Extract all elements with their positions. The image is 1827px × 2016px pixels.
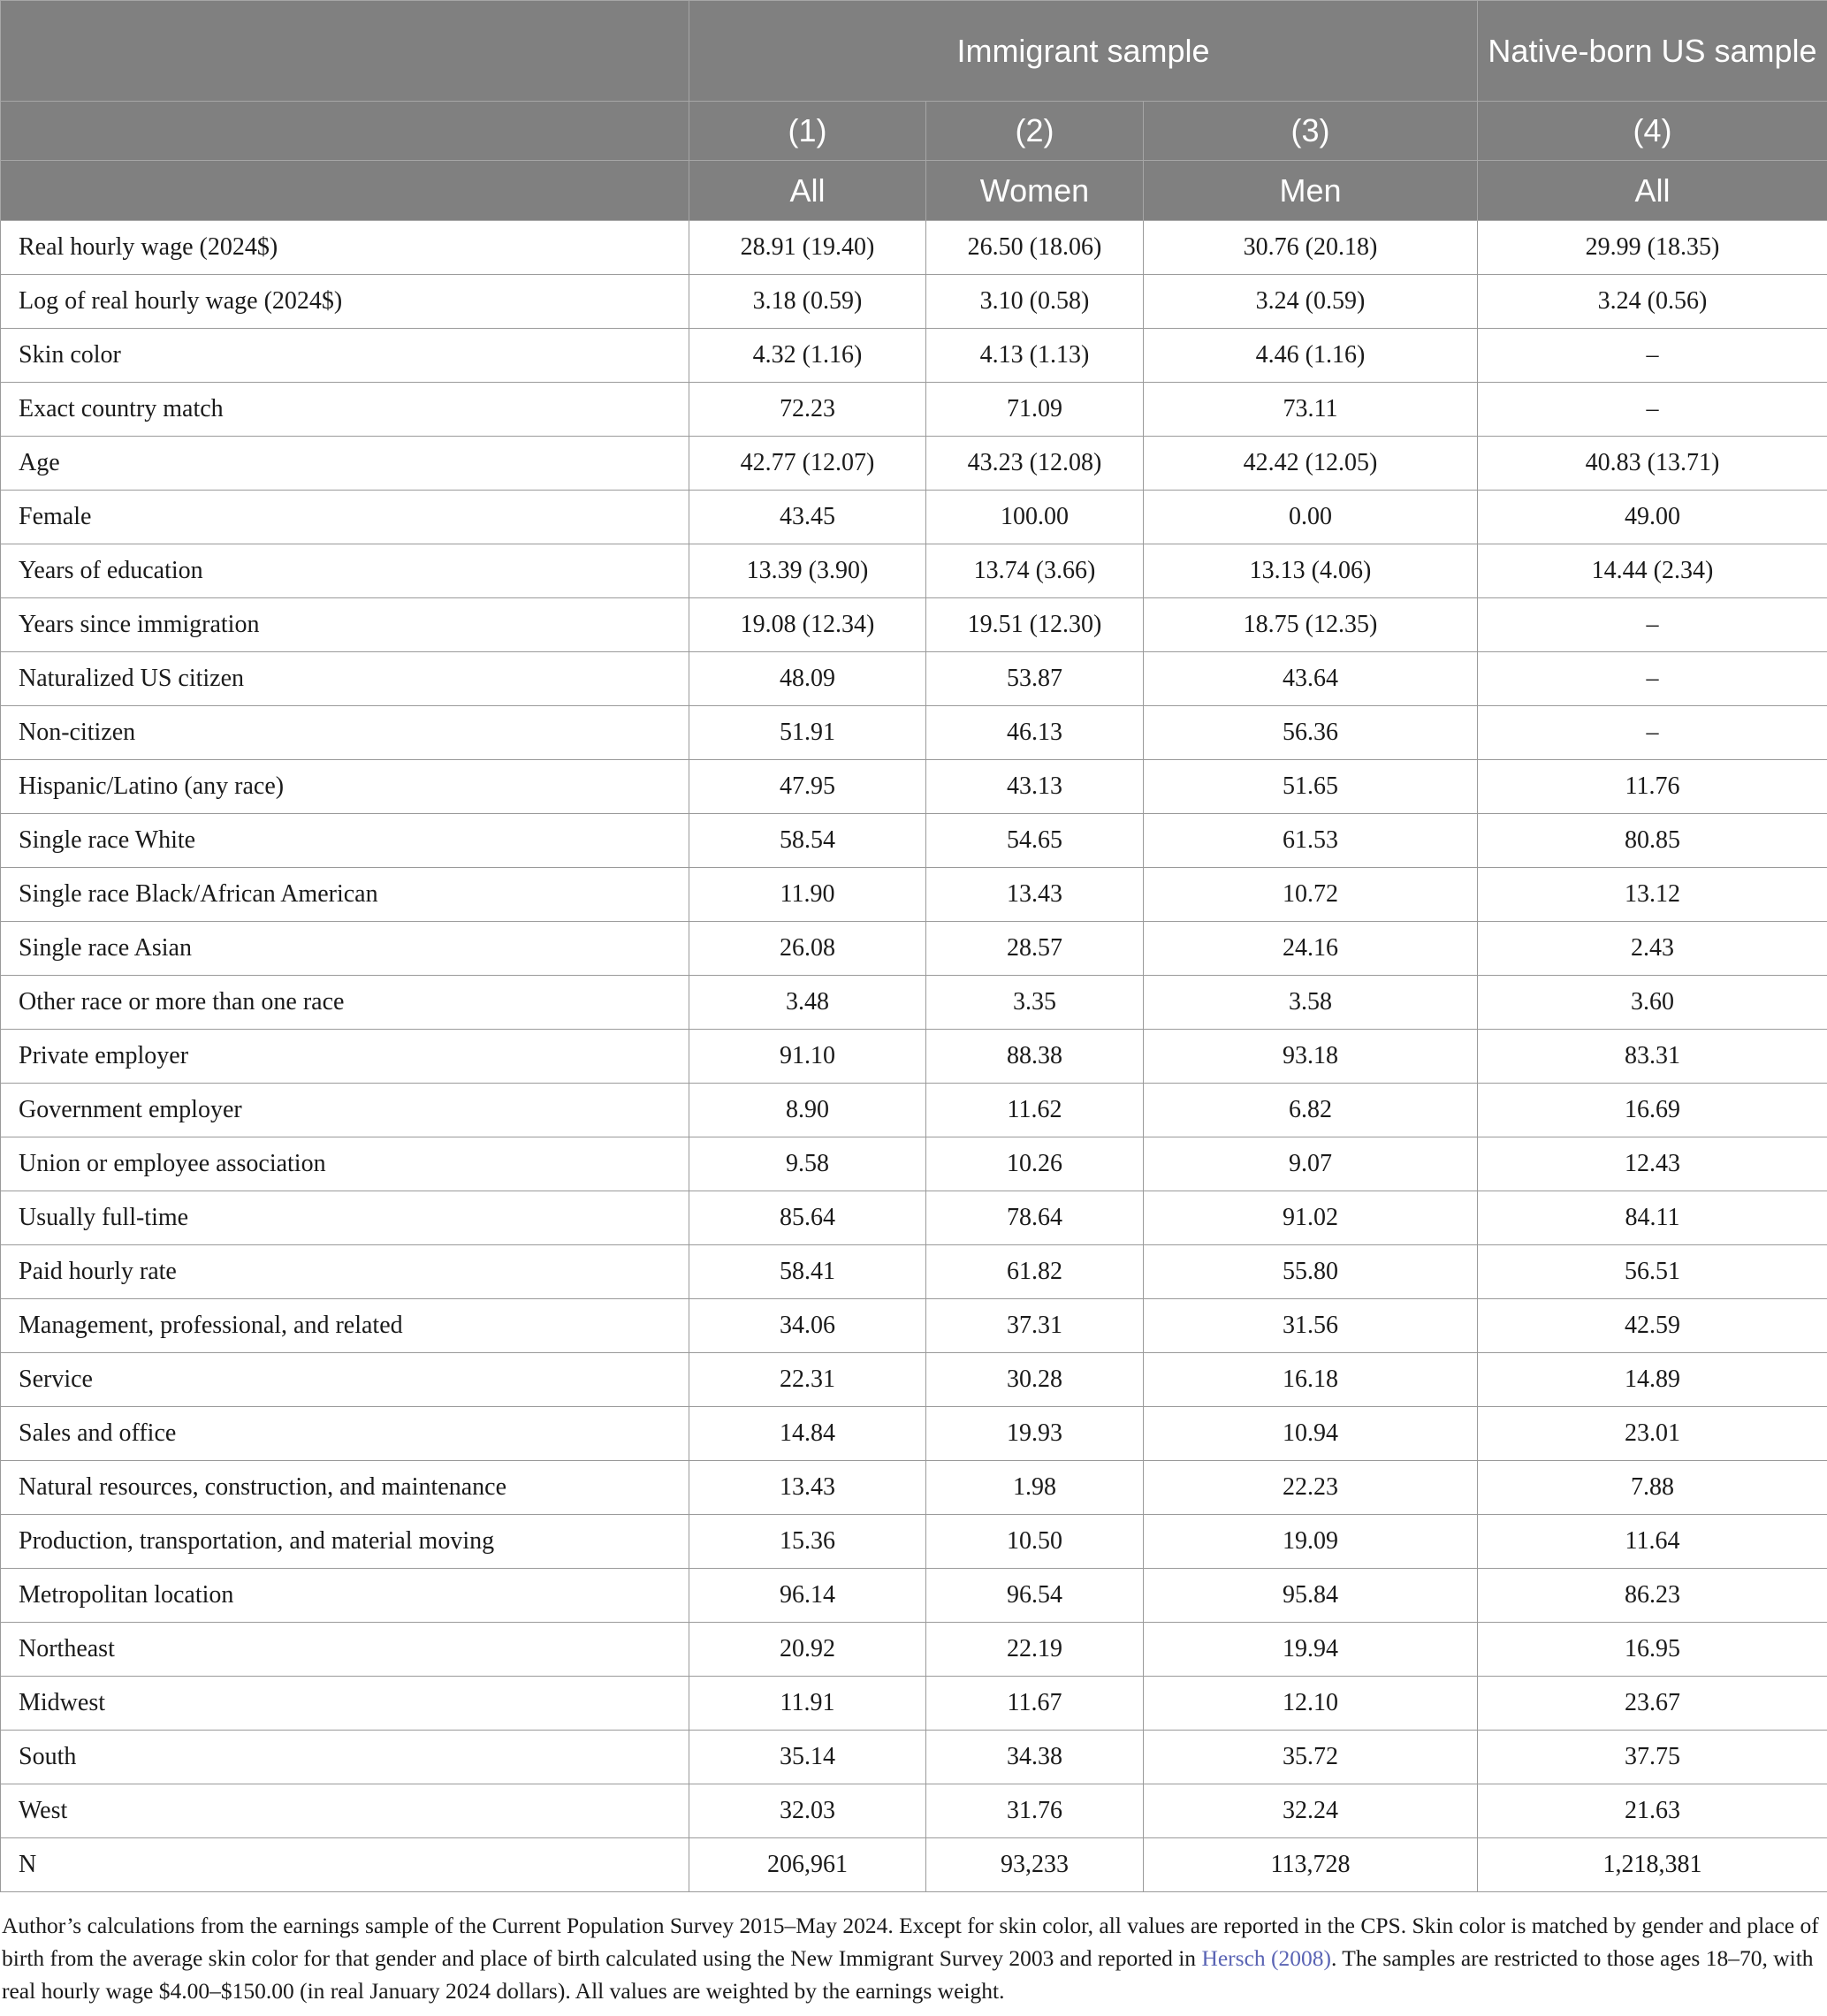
row-label: Natural resources, construction, and maintenance: [1, 1461, 689, 1515]
value-cell: 83.31: [1478, 1030, 1827, 1084]
row-label: Other race or more than one race: [1, 976, 689, 1030]
value-cell: 4.32 (1.16): [689, 329, 926, 383]
value-cell: 14.44 (2.34): [1478, 544, 1827, 598]
value-cell: 43.23 (12.08): [926, 437, 1144, 491]
table-row: [1, 329, 1827, 383]
value-cell: 31.56: [1144, 1299, 1478, 1353]
table-row: [1, 544, 1827, 598]
value-cell: 93.18: [1144, 1030, 1478, 1084]
table-row: [1, 1461, 1827, 1515]
header-empty-corner: [1, 1, 689, 102]
table-row: [1, 491, 1827, 544]
value-cell: 19.51 (12.30): [926, 598, 1144, 652]
row-label: N: [1, 1838, 689, 1892]
value-cell: 3.18 (0.59): [689, 275, 926, 329]
value-cell: 7.88: [1478, 1461, 1827, 1515]
table-row: [1, 1677, 1827, 1731]
value-cell: 35.14: [689, 1731, 926, 1784]
value-cell: 56.51: [1478, 1245, 1827, 1299]
value-cell: 1.98: [926, 1461, 1144, 1515]
table-row: [1, 275, 1827, 329]
row-label: Northeast: [1, 1623, 689, 1677]
value-cell: 26.50 (18.06): [926, 221, 1144, 275]
value-cell: 35.72: [1144, 1731, 1478, 1784]
value-cell: 3.60: [1478, 976, 1827, 1030]
value-cell: –: [1478, 652, 1827, 706]
column-number: (2): [926, 102, 1144, 161]
value-cell: 42.77 (12.07): [689, 437, 926, 491]
value-cell: 10.50: [926, 1515, 1144, 1569]
value-cell: 96.14: [689, 1569, 926, 1623]
value-cell: 29.99 (18.35): [1478, 221, 1827, 275]
value-cell: 13.43: [926, 868, 1144, 922]
value-cell: 96.54: [926, 1569, 1144, 1623]
value-cell: 9.07: [1144, 1137, 1478, 1191]
value-cell: 91.02: [1144, 1191, 1478, 1245]
value-cell: 37.75: [1478, 1731, 1827, 1784]
column-label: Women: [926, 161, 1144, 221]
column-label: All: [1478, 161, 1827, 221]
header-native-born-sample: Native-born US sample: [1478, 1, 1827, 102]
value-cell: 53.87: [926, 652, 1144, 706]
column-number: (3): [1144, 102, 1478, 161]
table-footnote: [2, 1909, 1824, 2007]
value-cell: 43.64: [1144, 652, 1478, 706]
value-cell: 73.11: [1144, 383, 1478, 437]
value-cell: –: [1478, 329, 1827, 383]
value-cell: 43.45: [689, 491, 926, 544]
value-cell: 3.24 (0.59): [1144, 275, 1478, 329]
value-cell: 15.36: [689, 1515, 926, 1569]
value-cell: 16.18: [1144, 1353, 1478, 1407]
table-row: [1, 652, 1827, 706]
row-label: Metropolitan location: [1, 1569, 689, 1623]
value-cell: 46.13: [926, 706, 1144, 760]
hersch-2008-citation-link[interactable]: Hersch (2008): [1201, 1945, 1332, 1971]
value-cell: 37.31: [926, 1299, 1144, 1353]
value-cell: 2.43: [1478, 922, 1827, 976]
value-cell: 0.00: [1144, 491, 1478, 544]
value-cell: 61.53: [1144, 814, 1478, 868]
value-cell: 22.23: [1144, 1461, 1478, 1515]
table-row: [1, 1569, 1827, 1623]
row-label: Service: [1, 1353, 689, 1407]
value-cell: 22.31: [689, 1353, 926, 1407]
table-row: [1, 1407, 1827, 1461]
value-cell: 11.91: [689, 1677, 926, 1731]
value-cell: 21.63: [1478, 1784, 1827, 1838]
table-row: [1, 1623, 1827, 1677]
value-cell: 30.76 (20.18): [1144, 221, 1478, 275]
value-cell: 20.92: [689, 1623, 926, 1677]
row-label: Log of real hourly wage (2024$): [1, 275, 689, 329]
row-label: Naturalized US citizen: [1, 652, 689, 706]
table-row: [1, 814, 1827, 868]
value-cell: 3.10 (0.58): [926, 275, 1144, 329]
row-label: Skin color: [1, 329, 689, 383]
row-label: Age: [1, 437, 689, 491]
value-cell: 206,961: [689, 1838, 926, 1892]
row-label: South: [1, 1731, 689, 1784]
table-row: [1, 760, 1827, 814]
row-label: Paid hourly rate: [1, 1245, 689, 1299]
header-empty-cell: [1, 161, 689, 221]
value-cell: 28.91 (19.40): [689, 221, 926, 275]
value-cell: 14.84: [689, 1407, 926, 1461]
value-cell: 3.48: [689, 976, 926, 1030]
value-cell: 80.85: [1478, 814, 1827, 868]
value-cell: 86.23: [1478, 1569, 1827, 1623]
row-label: Private employer: [1, 1030, 689, 1084]
table-header: [1, 1, 1827, 221]
value-cell: 14.89: [1478, 1353, 1827, 1407]
footnote-text-end: . The samples are restricted to those ages 18–70, with real hourly wage $4.00–$150.00 (in real January 2024 dollars). All values are weighted by the earnings weight.: [2, 1945, 1814, 2004]
table-row: [1, 868, 1827, 922]
row-label: Years since immigration: [1, 598, 689, 652]
value-cell: 12.43: [1478, 1137, 1827, 1191]
row-label: Female: [1, 491, 689, 544]
table-row: [1, 1299, 1827, 1353]
value-cell: 6.82: [1144, 1084, 1478, 1137]
value-cell: –: [1478, 706, 1827, 760]
value-cell: 10.72: [1144, 868, 1478, 922]
row-label: Single race Asian: [1, 922, 689, 976]
column-number: (4): [1478, 102, 1827, 161]
value-cell: 30.28: [926, 1353, 1144, 1407]
footnote-text: Author’s calculations from the earnings sample of the Current Population Survey 2015–May 2024. Except for skin color, all values are reported in the CPS. Skin color is matched by gender and place of birth from the average skin color for that gender and place of birth calculated using the New Immigrant Survey 2003 and reported in: [2, 1913, 1819, 1971]
value-cell: 19.94: [1144, 1623, 1478, 1677]
column-label: Men: [1144, 161, 1478, 221]
value-cell: 11.90: [689, 868, 926, 922]
value-cell: 26.08: [689, 922, 926, 976]
row-label: Non-citizen: [1, 706, 689, 760]
value-cell: 13.39 (3.90): [689, 544, 926, 598]
table-row: [1, 922, 1827, 976]
value-cell: 11.62: [926, 1084, 1144, 1137]
row-label: Management, professional, and related: [1, 1299, 689, 1353]
value-cell: 3.24 (0.56): [1478, 275, 1827, 329]
value-cell: 88.38: [926, 1030, 1144, 1084]
value-cell: 4.46 (1.16): [1144, 329, 1478, 383]
value-cell: 28.57: [926, 922, 1144, 976]
row-label: Real hourly wage (2024$): [1, 221, 689, 275]
value-cell: 93,233: [926, 1838, 1144, 1892]
value-cell: 11.76: [1478, 760, 1827, 814]
table-row: [1, 1731, 1827, 1784]
value-cell: 4.13 (1.13): [926, 329, 1144, 383]
column-label: All: [689, 161, 926, 221]
column-number: (1): [689, 102, 926, 161]
value-cell: 16.69: [1478, 1084, 1827, 1137]
value-cell: 42.42 (12.05): [1144, 437, 1478, 491]
value-cell: 9.58: [689, 1137, 926, 1191]
value-cell: 54.65: [926, 814, 1144, 868]
value-cell: 18.75 (12.35): [1144, 598, 1478, 652]
value-cell: 34.06: [689, 1299, 926, 1353]
value-cell: 42.59: [1478, 1299, 1827, 1353]
value-cell: 22.19: [926, 1623, 1144, 1677]
value-cell: 13.43: [689, 1461, 926, 1515]
table-row: [1, 437, 1827, 491]
value-cell: 3.58: [1144, 976, 1478, 1030]
table-body: [1, 221, 1827, 1892]
value-cell: 51.91: [689, 706, 926, 760]
value-cell: 13.13 (4.06): [1144, 544, 1478, 598]
value-cell: 31.76: [926, 1784, 1144, 1838]
value-cell: 43.13: [926, 760, 1144, 814]
value-cell: 84.11: [1478, 1191, 1827, 1245]
row-label: Single race Black/African American: [1, 868, 689, 922]
row-label: Usually full-time: [1, 1191, 689, 1245]
table-row: [1, 1137, 1827, 1191]
table-row: [1, 1515, 1827, 1569]
row-label: Exact country match: [1, 383, 689, 437]
value-cell: 40.83 (13.71): [1478, 437, 1827, 491]
table-row: [1, 1838, 1827, 1892]
value-cell: 13.12: [1478, 868, 1827, 922]
value-cell: 71.09: [926, 383, 1144, 437]
value-cell: 91.10: [689, 1030, 926, 1084]
value-cell: 32.03: [689, 1784, 926, 1838]
table-row: [1, 1030, 1827, 1084]
value-cell: 72.23: [689, 383, 926, 437]
row-label: Union or employee association: [1, 1137, 689, 1191]
value-cell: 58.54: [689, 814, 926, 868]
table-row: [1, 1191, 1827, 1245]
value-cell: 47.95: [689, 760, 926, 814]
value-cell: 49.00: [1478, 491, 1827, 544]
table-row: [1, 1084, 1827, 1137]
value-cell: 24.16: [1144, 922, 1478, 976]
value-cell: 48.09: [689, 652, 926, 706]
row-label: Production, transportation, and material moving: [1, 1515, 689, 1569]
value-cell: 34.38: [926, 1731, 1144, 1784]
value-cell: 78.64: [926, 1191, 1144, 1245]
table-row: [1, 383, 1827, 437]
row-label: Years of education: [1, 544, 689, 598]
value-cell: 12.10: [1144, 1677, 1478, 1731]
table-row: [1, 221, 1827, 275]
value-cell: 10.94: [1144, 1407, 1478, 1461]
value-cell: 19.09: [1144, 1515, 1478, 1569]
value-cell: 51.65: [1144, 760, 1478, 814]
value-cell: 10.26: [926, 1137, 1144, 1191]
table-row: [1, 1245, 1827, 1299]
value-cell: 11.64: [1478, 1515, 1827, 1569]
value-cell: 56.36: [1144, 706, 1478, 760]
value-cell: 32.24: [1144, 1784, 1478, 1838]
value-cell: 23.01: [1478, 1407, 1827, 1461]
table-row: [1, 1784, 1827, 1838]
table-row: [1, 976, 1827, 1030]
value-cell: 1,218,381: [1478, 1838, 1827, 1892]
value-cell: 11.67: [926, 1677, 1144, 1731]
value-cell: 3.35: [926, 976, 1144, 1030]
value-cell: 8.90: [689, 1084, 926, 1137]
value-cell: 95.84: [1144, 1569, 1478, 1623]
value-cell: 113,728: [1144, 1838, 1478, 1892]
value-cell: –: [1478, 383, 1827, 437]
row-label: Hispanic/Latino (any race): [1, 760, 689, 814]
value-cell: 19.08 (12.34): [689, 598, 926, 652]
value-cell: 85.64: [689, 1191, 926, 1245]
value-cell: 19.93: [926, 1407, 1144, 1461]
value-cell: 55.80: [1144, 1245, 1478, 1299]
row-label: Government employer: [1, 1084, 689, 1137]
table-row: [1, 706, 1827, 760]
value-cell: 61.82: [926, 1245, 1144, 1299]
table-row: [1, 598, 1827, 652]
value-cell: 16.95: [1478, 1623, 1827, 1677]
value-cell: 13.74 (3.66): [926, 544, 1144, 598]
header-immigrant-sample: Immigrant sample: [689, 1, 1478, 102]
value-cell: –: [1478, 598, 1827, 652]
row-label: Sales and office: [1, 1407, 689, 1461]
row-label: Midwest: [1, 1677, 689, 1731]
row-label: Single race White: [1, 814, 689, 868]
value-cell: 23.67: [1478, 1677, 1827, 1731]
value-cell: 100.00: [926, 491, 1144, 544]
header-empty-cell: [1, 102, 689, 161]
row-label: West: [1, 1784, 689, 1838]
table-row: [1, 1353, 1827, 1407]
value-cell: 58.41: [689, 1245, 926, 1299]
